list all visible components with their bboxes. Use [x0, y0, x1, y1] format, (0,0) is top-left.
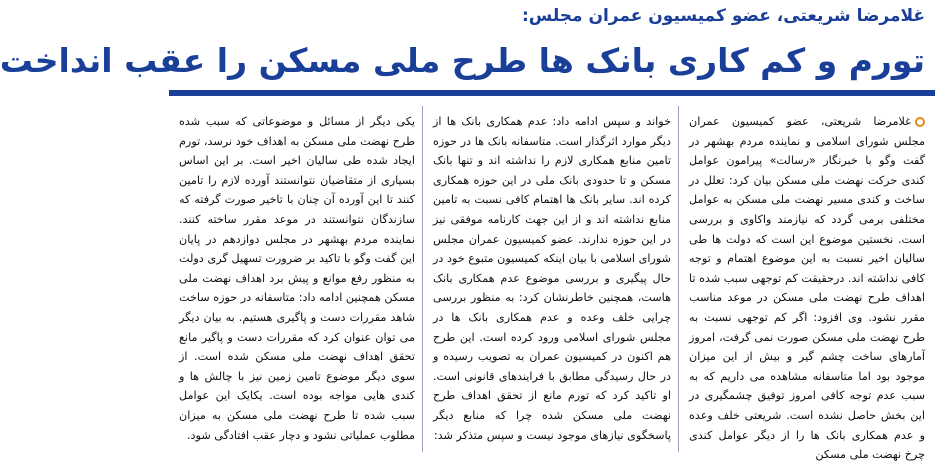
- column-3-text: یکی دیگر از مسائل و موضوعاتی که سبب شده طرح نهضت ملی مسکن به اهداف خود نرسد، تورم ایجاد شده طی سالیان اخیر است. بر این اساس بسیاری از متقاضیان نتوانستند آورده لازم را تامین کنند تا این آورده آن چنان با تاخیر صورت گرفته که سازندگان نتوانستند در موعد مقرر ساخته کنند. نماینده مردم بهشهر در مجلس دوازدهم در پایان این گفت وگو با تاکید بر ضرورت تسهیل گری دولت به منظور رفع موانع و پیش برد اهداف نهضت ملی مسکن همچنین ادامه داد: متاسفانه در حوزه ساخت شاهد مقررات دست و پاگیری هستیم. به بیان دیگر می توان عنوان کرد که مقررات دست و پاگیر مانع تحقق اهداف نهضت ملی مسکن شده است. از سوی دیگر موضوع تامین زمین نیز با چالش ها و کندی هایی مواجه بوده است. یکایک این عوامل سبب شده تا طرح نهضت ملی مسکن به میزان مطلوب عملیاتی نشود و دچار عقب افتادگی شود.: [179, 115, 415, 442]
- column-2-text: خواند و سپس ادامه داد: عدم همکاری بانک ها از دیگر موارد اثرگذار است. متاسفانه بانک ها در حوزه تامین منابع همکاری لازم را نداشته اند و تنها بانک مسکن و تا حدودی بانک ملی در این حوزه همکاری کرده اند. سایر بانک ها اهتمام کافی نسبت به تامین منابع نداشته اند و از این جهت کارنامه موفقی نیز در این حوزه ندارند. عضو کمیسیون عمران مجلس شورای اسلامی با بیان اینکه کمیسیون متبوع خود در حال پیگیری و بررسی موضوع عدم همکاری بانک هاست، همچنین خاطرنشان کرد: به منظور بررسی چرایی خلف وعده و عدم همکاری بانک ها در مجلس شورای اسلامی ورود کرده است. این طرح هم اکنون در کمیسیون عمران به تصویب رسیده و در حال رسیدگی مطابق با فرایندهای قانونی است. او تاکید کرد که تورم مانع از تحقق اهداف طرح نهضت ملی مسکن شده چرا که منابع دیگر پاسخگوی نیازهای موجود نیست و سپس متذکر شد:: [433, 115, 671, 442]
- bullet-circle-icon: [915, 117, 925, 127]
- article-headline: تورم و کم کاری بانک ها طرح ملی مسکن را عقب انداخت: [0, 41, 925, 80]
- article-kicker: غلامرضا شریعتی، عضو کمیسیون عمران مجلس:: [521, 6, 925, 26]
- column-divider: [678, 106, 679, 452]
- article-column-3: [179, 112, 415, 452]
- article-column-2: [433, 112, 671, 452]
- headline-rule: [169, 90, 935, 96]
- column-divider: [422, 106, 423, 452]
- article-column-1: [689, 112, 925, 462]
- column-1-text: غلامرضا شریعتی، عضو کمیسیون عمران مجلس شورای اسلامی و نماینده مردم بهشهر در گفت وگو با خبرنگار «رسالت» پیرامون عوامل کندی حرکت نهضت ملی مسکن بیان کرد: تعلل در ساخت و کندی مسیر نهضت ملی مسکن به عوامل مختلفی برمی گردد که نیازمند واکاوی و بررسی است. نخستین موضوع این است که دولت ها طی سالیان اخیر نسبت به این موضوع اهتمام و توجه کافی نداشته اند. درحقیقت کم توجهی سبب شده تا اهداف طرح نهضت ملی مسکن در موعد مناسب مقرر نشود. وی افزود: اگر کم توجهی نسبت به طرح نهضت ملی مسکن صورت نمی گرفت، امروز آمارهای ساخت چشم گیر و بیش از این میزان موجود بود اما متاسفانه مشاهده می داریم که به سبب عدم توجه کافی امروز توفیق چشمگیری در این بخش حاصل نشده است. شریعتی خلف وعده و عدم همکاری بانک ها را از دیگر عوامل کندی چرخ نهضت ملی مسکن: [689, 115, 925, 462]
